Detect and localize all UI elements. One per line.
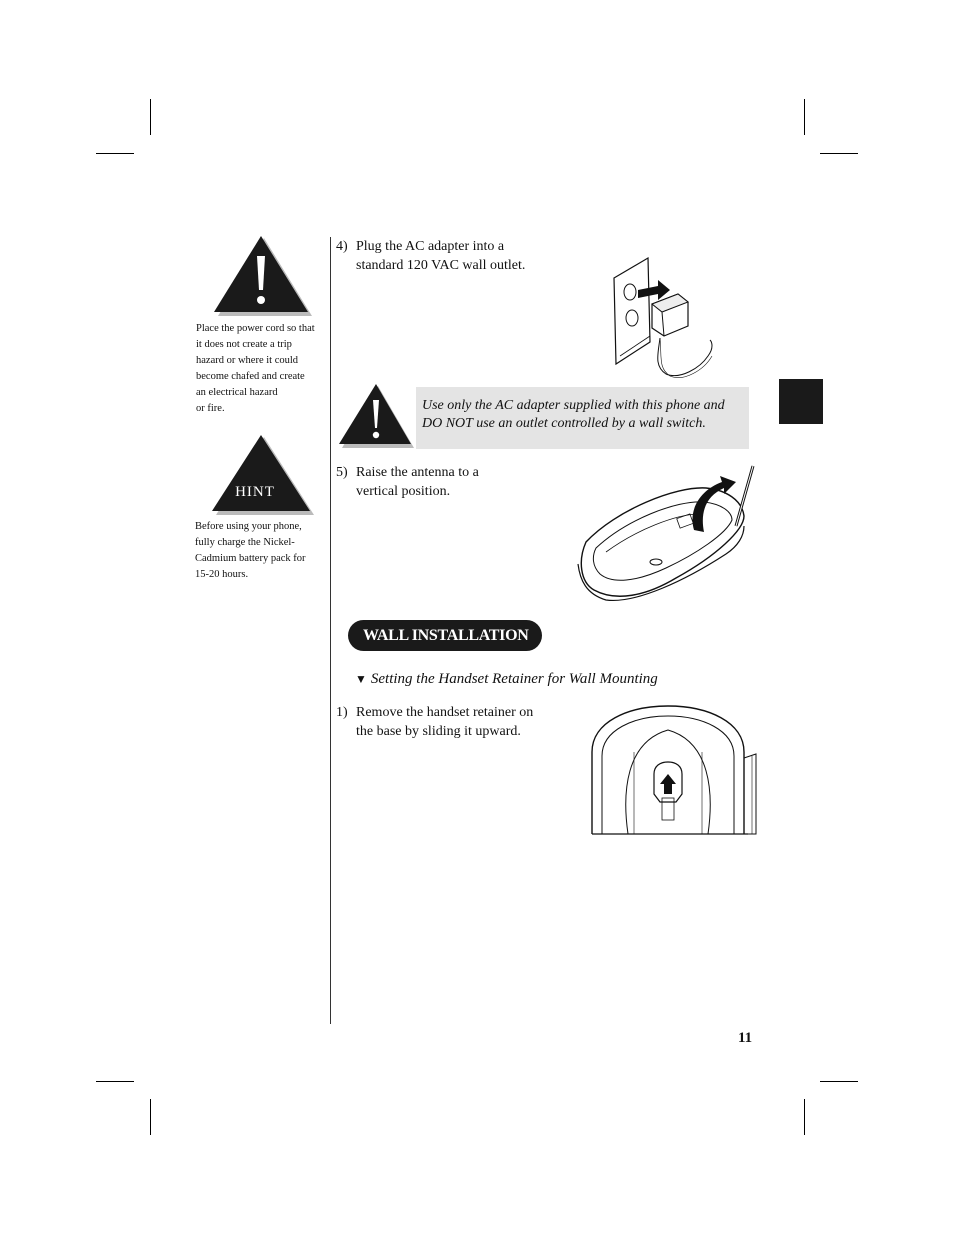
triangle-down-icon: ▼ — [355, 672, 367, 686]
warning-note: Place the power cord so that it does not create a trip hazard or where it could become chafed and create an electrical hazard or fire. — [196, 323, 315, 414]
step-text: Raise the antenna to a vertical position. — [356, 465, 479, 499]
section-title: WALL INSTALLATION — [348, 620, 542, 651]
step-text: Plug the AC adapter into a standard 120 VAC wall outlet. — [356, 239, 526, 273]
step-text: Remove the handset retainer on the base by sliding it upward. — [356, 705, 534, 739]
warning-icon — [208, 234, 314, 318]
section-tab — [779, 379, 823, 424]
hint-icon — [206, 433, 316, 517]
crop-mark — [820, 153, 858, 154]
crop-mark — [96, 1081, 134, 1082]
crop-mark — [150, 1099, 151, 1135]
hint-note: Before using your phone, fully charge the Nickel- Cadmium battery pack for 15-20 hours. — [195, 521, 306, 580]
page-number: 11 — [738, 1030, 753, 1046]
handset-retainer-illustration — [588, 702, 760, 838]
wall-outlet-illustration — [610, 256, 720, 381]
caution-icon — [336, 382, 416, 450]
step-number: 4) — [336, 239, 348, 254]
crop-mark — [820, 1081, 858, 1082]
step-5 — [336, 463, 479, 501]
caution-text: Use only the AC adapter supplied with this phone and DO NOT use an outlet controlled by a wall switch. — [422, 398, 725, 431]
step-4 — [336, 237, 525, 275]
base-antenna-illustration — [576, 460, 762, 604]
hint-label: HINT — [235, 484, 275, 500]
crop-mark — [96, 153, 134, 154]
subheading — [355, 669, 658, 689]
column-divider — [330, 237, 331, 1024]
step-1 — [336, 703, 533, 741]
crop-mark — [804, 99, 805, 135]
crop-mark — [804, 1099, 805, 1135]
caution-box — [416, 387, 749, 449]
step-number: 1) — [336, 705, 348, 720]
subheading-text: Setting the Handset Retainer for Wall Mounting — [370, 671, 658, 687]
step-number: 5) — [336, 465, 348, 480]
crop-mark — [150, 99, 151, 135]
